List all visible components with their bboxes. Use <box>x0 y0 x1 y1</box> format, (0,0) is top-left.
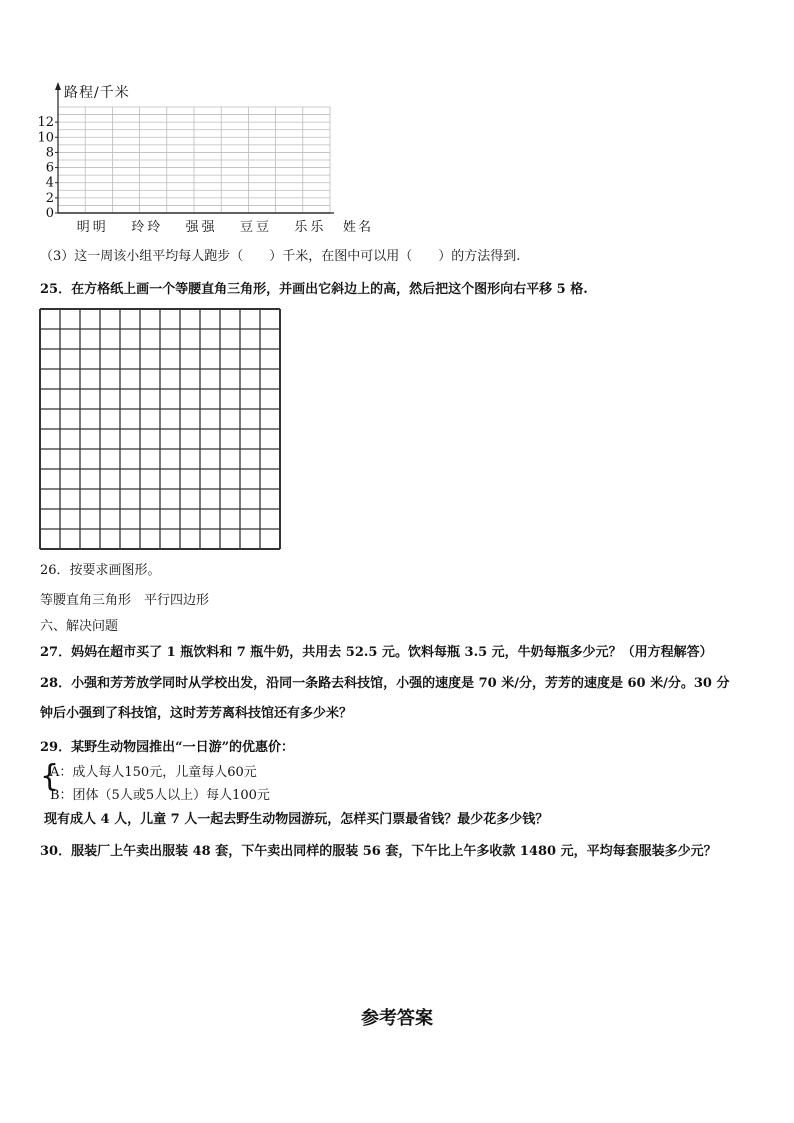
q28-line2: 钟后小强到了科技馆，这时芳芳离科技馆还有多少米？ <box>40 706 353 721</box>
y-tick-label: 8 <box>45 145 54 161</box>
answer-heading: 参考答案 <box>361 1008 433 1029</box>
square-grid[interactable] <box>38 307 286 552</box>
x-category-label: 明明 <box>76 220 109 235</box>
y-tick-label: 6 <box>45 160 54 176</box>
x-category-label: 强强 <box>185 220 218 235</box>
q29-option-a: A：成人每人150元，儿童每人60元 <box>50 765 257 780</box>
q27: 27．妈妈在超市买了 1 瓶饮料和 7 瓶牛奶，共用去 52.5 元。饮料每瓶 3.5 元，牛奶每瓶多少元？（用方程解答） <box>40 645 713 660</box>
section-heading: 六、解决问题 <box>40 619 119 634</box>
y-tick-label: 12 <box>37 115 54 131</box>
y-tick-label: 4 <box>45 175 54 191</box>
chart-y-axis-label: 路程/千米 <box>64 85 130 101</box>
q26-title: 26．按要求画图形。 <box>40 563 161 578</box>
q25: 25．在方格纸上画一个等腰直角三角形，并画出它斜边上的高，然后把这个图形向右平移 5 格. <box>40 282 588 297</box>
x-category-label: 玲玲 <box>131 220 164 235</box>
brace-icon: { <box>40 759 60 794</box>
x-axis-label: 姓名 <box>342 220 374 235</box>
y-tick-label: 2 <box>45 190 54 206</box>
q26-items: 等腰直角三角形 平行四边形 <box>40 593 210 608</box>
q28-line1: 28．小强和芳芳放学同时从学校出发，沿同一条路去科技馆，小强的速度是 70 米/分，芳芳的速度是 60 米/分。30 分 <box>40 676 730 691</box>
bar-chart <box>0 0 794 240</box>
q24-part3: （3）这一周该小组平均每人跑步（ ）千米，在图中可以用（ ）的方法得到. <box>40 249 521 264</box>
q29-option-b: B：团体（5人或5人以上）每人100元 <box>50 788 270 803</box>
q30: 30．服装厂上午卖出服装 48 套，下午卖出同样的服装 56 套，下午比上午多收款 1480 元，平均每套服装多少元？ <box>40 844 717 859</box>
y-axis-arrow-icon <box>55 82 61 90</box>
q29-question: 现有成人 4 人，儿童 7 人一起去野生动物园游玩，怎样买门票最省钱？最少花多少钱？ <box>44 812 549 827</box>
x-category-label: 豆豆 <box>239 220 273 235</box>
y-tick-label: 10 <box>37 130 54 146</box>
q29-title: 29．某野生动物园推出“一日游”的优惠价： <box>40 740 295 755</box>
y-tick-label: 0 <box>45 206 54 221</box>
x-category-label: 乐乐 <box>294 220 327 235</box>
